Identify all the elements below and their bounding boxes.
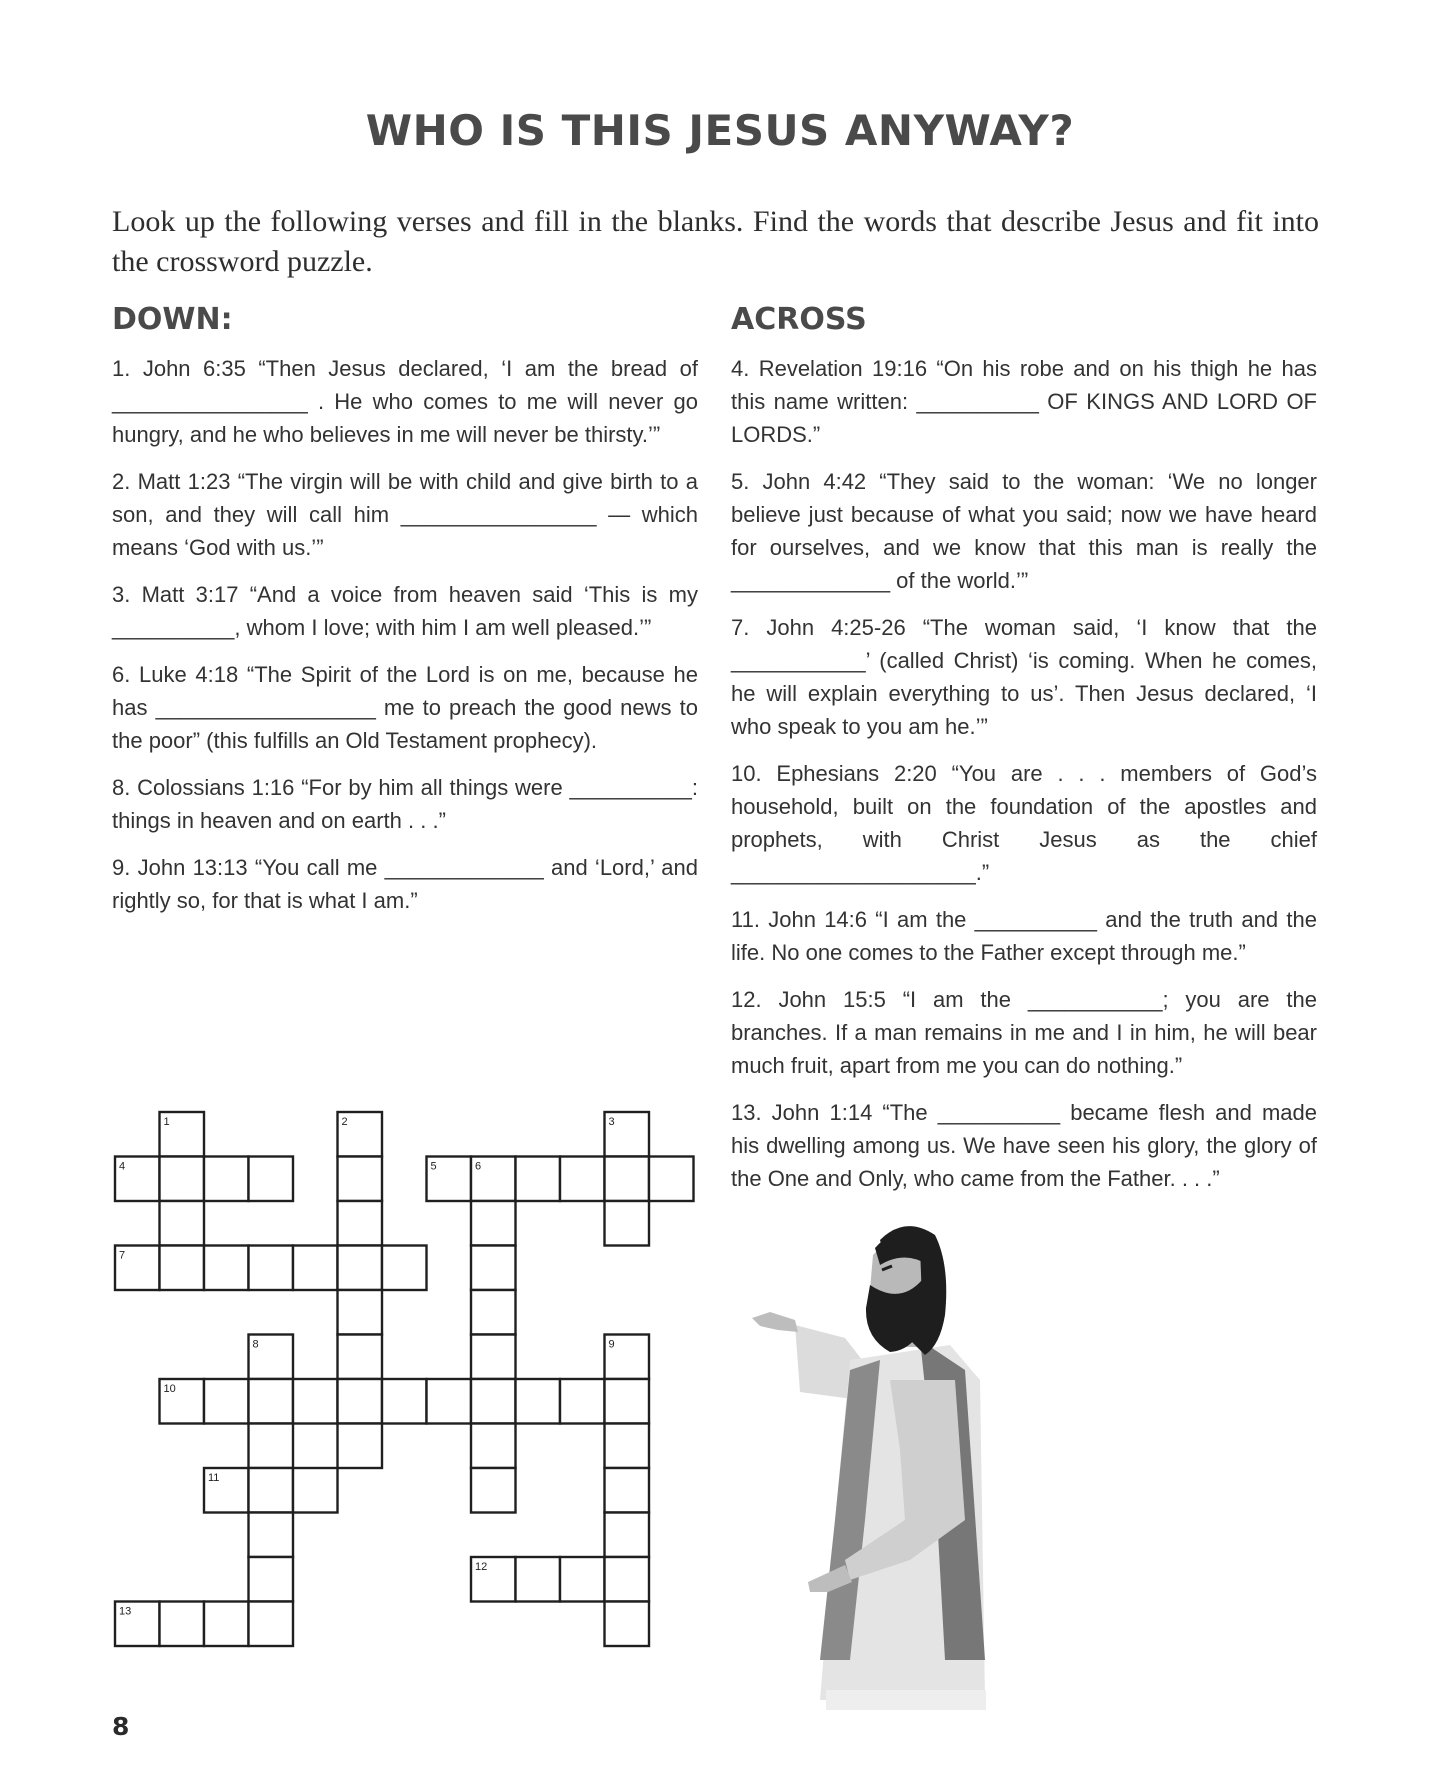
crossword-cell[interactable] xyxy=(605,1201,650,1246)
crossword-clue-number: 9 xyxy=(608,1338,615,1351)
crossword-cell[interactable] xyxy=(249,1379,294,1424)
crossword-cell[interactable] xyxy=(605,1602,650,1647)
crossword-clue-number: 4 xyxy=(119,1160,126,1173)
crossword-clue-number: 2 xyxy=(341,1116,348,1128)
crossword-cell[interactable] xyxy=(382,1379,427,1424)
crossword-cell[interactable] xyxy=(605,1157,650,1202)
crossword-cell[interactable] xyxy=(471,1468,516,1513)
across-clue-13: 13. John 1:14 “The __________ became flesh and made his dwelling among us. We have seen his glory, the glory of the One and Only, who came from the Father. . . .” xyxy=(731,1100,1317,1191)
crossword-cell[interactable] xyxy=(649,1157,694,1202)
crossword-clue-number: 7 xyxy=(119,1249,126,1262)
down-heading: DOWN: xyxy=(112,302,233,337)
crossword-cell[interactable] xyxy=(160,1246,205,1291)
raised-hand xyxy=(752,1312,798,1332)
across-clue-10: 10. Ephesians 2:20 “You are . . . members of God’s household, built on the foundation of the apostles and prophets, with Christ Jesus as the chief ____________________.” xyxy=(731,761,1317,885)
crossword-cell[interactable] xyxy=(471,1201,516,1246)
crossword-cell[interactable] xyxy=(516,1379,561,1424)
intro-text: Look up the following verses and fill in the blanks. Find the words that describe Jesus and fit into the crossword puzzle. xyxy=(112,205,1319,278)
ground xyxy=(826,1690,986,1710)
crossword-cell[interactable] xyxy=(249,1513,294,1558)
crossword-cell[interactable] xyxy=(605,1379,650,1424)
crossword-clue-number: 10 xyxy=(163,1383,176,1395)
crossword-cell[interactable] xyxy=(249,1246,294,1291)
crossword-cell[interactable] xyxy=(249,1424,294,1469)
crossword-cell[interactable] xyxy=(516,1157,561,1202)
crossword-cell[interactable] xyxy=(204,1602,249,1647)
across-heading: ACROSS xyxy=(731,302,867,337)
crossword-cell[interactable] xyxy=(471,1379,516,1424)
crossword-cell[interactable] xyxy=(160,1157,205,1202)
crossword-cell[interactable] xyxy=(605,1557,650,1602)
crossword-cell[interactable] xyxy=(338,1201,383,1246)
page-number: 8 xyxy=(112,1712,130,1741)
crossword-cell[interactable] xyxy=(249,1557,294,1602)
crossword-cell[interactable] xyxy=(338,1424,383,1469)
across-clue-7: 7. John 4:25-26 “The woman said, ‘I know that the ___________’ (called Christ) ‘is coming. When he comes, he will explain everything to us’. Then Jesus declared, ‘I who speak to you am he.’” xyxy=(731,615,1317,739)
crossword-cell[interactable] xyxy=(160,1201,205,1246)
crossword-cell[interactable] xyxy=(427,1379,472,1424)
crossword-cell[interactable] xyxy=(293,1246,338,1291)
down-clue-1: 1. John 6:35 “Then Jesus declared, ‘I am the bread of ________________ . He who comes to me will never go hungry, and he who believes in me will never be thirsty.’” xyxy=(112,356,698,447)
crossword-cell[interactable] xyxy=(516,1557,561,1602)
crossword-cell[interactable] xyxy=(249,1157,294,1202)
crossword-cell[interactable] xyxy=(204,1157,249,1202)
page-title: WHO IS THIS JESUS ANYWAY? xyxy=(365,106,1075,155)
crossword-cell[interactable] xyxy=(338,1290,383,1335)
crossword-cell[interactable] xyxy=(338,1335,383,1380)
down-clue-3: 3. Matt 3:17 “And a voice from heaven said ‘This is my __________, whom I love; with him I am well pleased.’” xyxy=(112,582,698,640)
crossword-clue-number: 5 xyxy=(430,1160,437,1173)
crossword-cell[interactable] xyxy=(560,1379,605,1424)
crossword-cell[interactable] xyxy=(204,1379,249,1424)
crossword-clue-number: 6 xyxy=(475,1160,482,1173)
crossword-cell[interactable] xyxy=(160,1602,205,1647)
crossword-cell[interactable] xyxy=(204,1246,249,1291)
down-clue-9: 9. John 13:13 “You call me _____________ and ‘Lord,’ and rightly so, for that is what I am.” xyxy=(112,855,698,913)
crossword-clue-number: 11 xyxy=(208,1472,220,1484)
crossword-cell[interactable] xyxy=(605,1513,650,1558)
across-clue-11: 11. John 14:6 “I am the __________ and the truth and the life. No one comes to the Father except through me.” xyxy=(731,907,1317,965)
crossword-cell[interactable] xyxy=(338,1157,383,1202)
across-clue-4: 4. Revelation 19:16 “On his robe and on his thigh he has this name written: __________ OF KINGS AND LORD OF LORDS.” xyxy=(731,356,1317,447)
crossword-clue-number: 1 xyxy=(163,1116,170,1128)
across-clue-12: 12. John 15:5 “I am the ___________; you are the branches. If a man remains in me and I in him, he will bear much fruit, apart from me you can do nothing.” xyxy=(731,987,1317,1078)
crossword-cell[interactable] xyxy=(560,1157,605,1202)
across-clue-5: 5. John 4:42 “They said to the woman: ‘We no longer believe just because of what you said; now we have heard for ourselves, and we know that this man is really the _____________ of the world.’” xyxy=(731,469,1317,593)
crossword-cell[interactable] xyxy=(338,1246,383,1291)
down-clue-8: 8. Colossians 1:16 “For by him all things were __________: things in heaven and on earth . . .” xyxy=(112,775,698,833)
crossword-cell[interactable] xyxy=(249,1602,294,1647)
down-clue-2: 2. Matt 1:23 “The virgin will be with child and give birth to a son, and they will call him ________________ — which means ‘God with us.’” xyxy=(112,469,698,560)
crossword-cell[interactable] xyxy=(293,1379,338,1424)
crossword-cell[interactable] xyxy=(471,1424,516,1469)
crossword-clue-number: 12 xyxy=(475,1561,488,1573)
crossword-clue-number: 13 xyxy=(119,1605,132,1618)
down-clue-6: 6. Luke 4:18 “The Spirit of the Lord is on me, because he has __________________ me to preach the good news to the poor” (this fulfills an Old Testament prophecy). xyxy=(112,662,698,753)
crossword-cell[interactable] xyxy=(605,1468,650,1513)
crossword-clue-number: 3 xyxy=(608,1116,615,1128)
crossword-cell[interactable] xyxy=(249,1468,294,1513)
crossword-cell[interactable] xyxy=(471,1335,516,1380)
crossword-cell[interactable] xyxy=(471,1246,516,1291)
crossword-cell[interactable] xyxy=(382,1246,427,1291)
jesus-illustration xyxy=(740,1220,1010,1710)
crossword-clue-number: 8 xyxy=(252,1338,259,1351)
crossword-cell[interactable] xyxy=(338,1379,383,1424)
crossword-cell[interactable] xyxy=(471,1290,516,1335)
crossword-cell[interactable] xyxy=(560,1557,605,1602)
crossword-cell[interactable] xyxy=(605,1424,650,1469)
crossword-cell[interactable] xyxy=(293,1468,338,1513)
